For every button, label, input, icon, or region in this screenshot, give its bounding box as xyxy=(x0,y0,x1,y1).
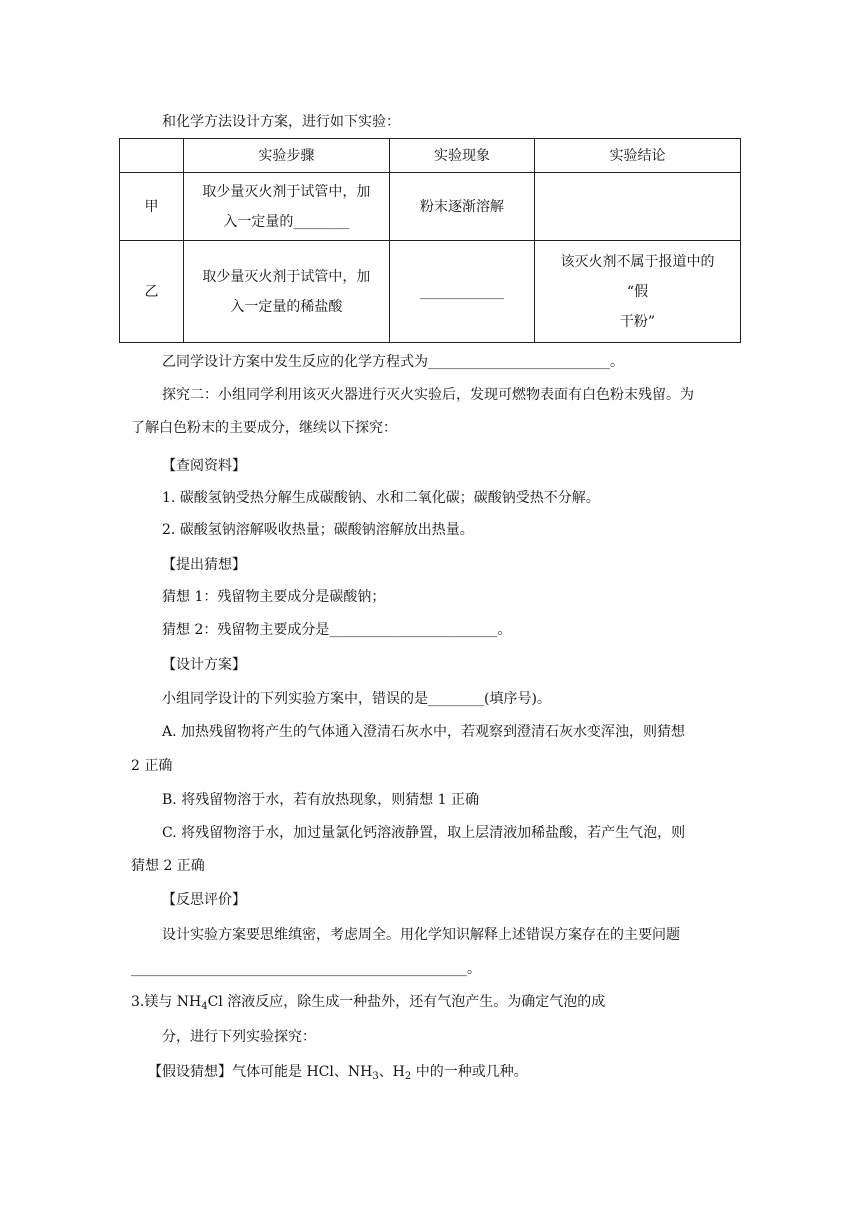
conclusion-cell xyxy=(535,241,741,343)
reflect-line2: ________________________________________________。 xyxy=(131,961,481,977)
step-cell xyxy=(183,241,389,343)
reflect-heading: 【反思评价】 xyxy=(162,892,246,908)
reflect-line1: 设计实验方案要思维缜密，考虑周全。用化学知识解释上述错误方案存在的主要问题 xyxy=(162,927,680,943)
conclusion-line: 干粉” xyxy=(619,313,656,330)
equation-line: 乙同学设计方案中发生反应的化学方程式为__________________________。 xyxy=(162,354,624,370)
table-header-row xyxy=(120,139,741,173)
phenomenon-cell: ____________ xyxy=(389,241,534,343)
hyp-subscript-2: 2 xyxy=(404,1071,412,1082)
hyp-text-2: 、H xyxy=(378,1064,405,1080)
option-c-line2: 猜想 2 正确 xyxy=(131,858,205,874)
step-line: 入一定量的________ xyxy=(223,213,350,230)
hypothesis-line xyxy=(148,1062,528,1082)
option-a-line1: A. 加热残留物将产生的气体通入澄清石灰水中，若观察到澄清石灰水变浑浊，则猜想 xyxy=(162,724,686,740)
guess-1: 猜想 1：残留物主要成分是碳酸钠； xyxy=(162,589,386,605)
step-cell xyxy=(183,173,389,241)
ref-item-2: 2. 碳酸氢钠溶解吸收热量；碳酸钠溶解放出热量。 xyxy=(162,522,474,538)
table-row xyxy=(120,173,741,241)
header-cell-conclusion: 实验结论 xyxy=(535,139,741,173)
question-3-line2: 分，进行下列实验探究： xyxy=(162,1029,316,1045)
step-line: 入一定量的稀盐酸 xyxy=(230,298,343,315)
header-cell-steps: 实验步骤 xyxy=(183,139,389,173)
option-a-line2: 2 正确 xyxy=(131,758,173,774)
intro-line: 和化学方法设计方案，进行如下实验： xyxy=(162,114,400,130)
option-c-line1: C. 将残留物溶于水，加过量氯化钙溶液静置，取上层清液加稀盐酸，若产生气泡，则 xyxy=(162,825,686,841)
phenomenon-cell: 粉末逐渐溶解 xyxy=(389,173,534,241)
question-3-line1 xyxy=(131,992,605,1012)
table-row xyxy=(120,241,741,343)
ref-item-1: 1. 碳酸氢钠受热分解生成碳酸钠、水和二氧化碳；碳酸钠受热不分解。 xyxy=(162,490,600,506)
row-label-yi: 乙 xyxy=(120,241,184,343)
header-cell-blank xyxy=(120,139,184,173)
explore2-line2: 了解白色粉末的主要成分，继续以下探究： xyxy=(131,420,397,436)
q3-text-b: Cl 溶液反应，除生成一种盐外，还有气泡产生。为确定气泡的成 xyxy=(207,994,606,1010)
step-line: 取少量灭火剂于试管中，加 xyxy=(202,183,371,200)
conclusion-line: “假 xyxy=(626,283,649,300)
step-line: 取少量灭火剂于试管中，加 xyxy=(202,268,371,285)
hyp-text-1: 气体可能是 HCl、NH xyxy=(232,1064,373,1080)
q3-text-a: 3.镁与 NH xyxy=(131,994,202,1010)
hyp-subscript-3: 3 xyxy=(372,1071,379,1082)
q3-subscript: 4 xyxy=(201,1001,208,1012)
header-cell-phenomenon: 实验现象 xyxy=(389,139,534,173)
design-question: 小组同学设计的下列实验方案中，错误的是________(填序号)。 xyxy=(162,691,551,707)
conclusion-line: 该灭火剂不属于报道中的 xyxy=(560,253,715,270)
option-b: B. 将残留物溶于水，若有放热现象，则猜想 1 正确 xyxy=(162,792,479,808)
guess-2: 猜想 2：残留物主要成分是________________________。 xyxy=(162,622,512,638)
explore2-line1: 探究二：小组同学利用该灭火器进行灭火实验后，发现可燃物表面有白色粉末残留。为 xyxy=(162,387,694,403)
experiment-table xyxy=(119,138,741,343)
ref-heading: 【查阅资料】 xyxy=(162,458,246,474)
guess-heading: 【提出猜想】 xyxy=(162,557,246,573)
conclusion-cell xyxy=(535,173,741,241)
row-label-jia: 甲 xyxy=(120,173,184,241)
hyp-text-3: 中的一种或几种。 xyxy=(411,1064,528,1080)
design-heading: 【设计方案】 xyxy=(162,657,246,673)
hypothesis-heading: 【假设猜想】 xyxy=(148,1064,232,1080)
